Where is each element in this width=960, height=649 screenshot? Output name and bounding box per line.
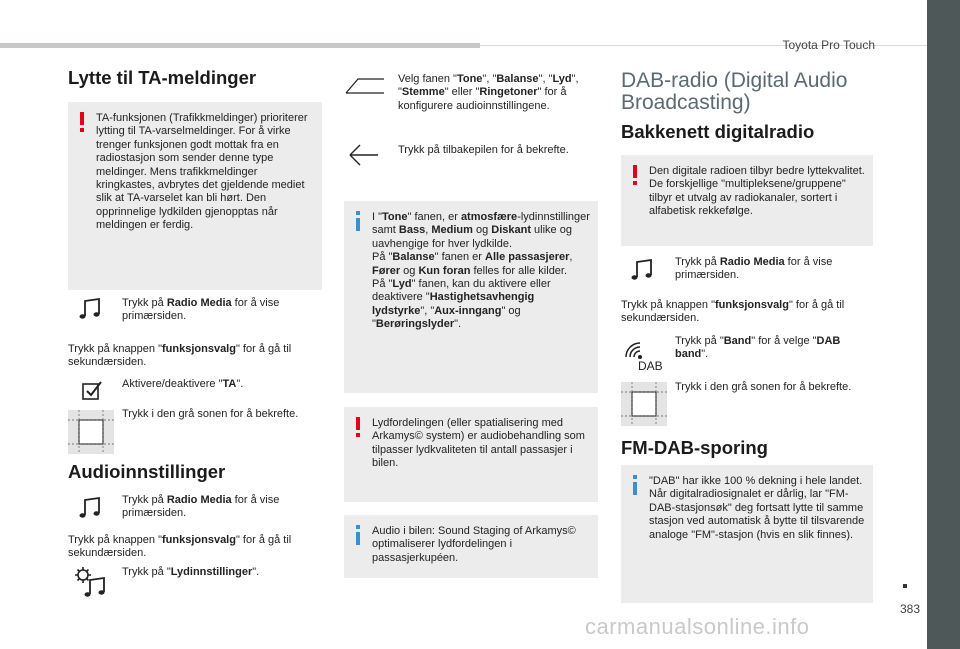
info-box-fmdab <box>621 465 873 603</box>
checkbox-icon <box>80 378 104 402</box>
dab-icon-label: DAB <box>638 359 663 373</box>
section-title-audio: Audioinnstillinger <box>68 461 226 482</box>
step-radio-media-2: Trykk på Radio Media for å vise primærsiden. <box>122 494 280 520</box>
warning-box-dab <box>621 155 873 246</box>
music-note-icon <box>76 297 104 321</box>
info-box-staging <box>344 515 598 578</box>
step-confirm-3: Trykk i den grå sonen for å bekrefte. <box>675 381 852 393</box>
step-confirm: Trykk i den grå sonen for å bekrefte. <box>122 408 299 420</box>
step-sound-settings: Trykk på "Lydinnstillinger". <box>122 566 260 578</box>
section-title-fmdab: FM-DAB-sporing <box>621 437 768 458</box>
warning-icon <box>352 417 364 437</box>
warning-box-ta <box>68 102 322 290</box>
warning-icon <box>76 112 88 132</box>
info-text-fmdab: "DAB" har ikke 100 % dekning i hele landet. Når digitalradiosignalet er dårlig, lar "FM-DAB-stasjonsøk" deg fortsatt lytte til samme stasjon ved automatisk å bytte til tilsvarende analoge "FM"-stasjon (hvis en slik finnes). <box>649 475 865 541</box>
step-band: Trykk på "Band" for å velge "DAB band". <box>675 335 841 361</box>
warning-icon <box>629 165 641 185</box>
chapter-tab-bar <box>927 0 960 649</box>
music-note-icon <box>76 496 104 520</box>
step-radio-media-3: Trykk på Radio Media for å vise primærsiden. <box>675 256 833 282</box>
music-note-icon <box>628 258 656 282</box>
back-arrow-icon <box>346 142 380 168</box>
step-options-2: Trykk på knappen "funksjonsvalg" for å gå til sekundærsiden. <box>68 534 292 560</box>
section-title-ta: Lytte til TA-meldinger <box>68 67 257 88</box>
top-rule <box>0 43 480 48</box>
end-mark <box>903 584 907 588</box>
grey-zone-icon <box>68 410 114 454</box>
page-number: 383 <box>899 602 920 616</box>
section-title-digital: Bakkenett digitalradio <box>621 121 815 142</box>
grey-zone-icon <box>621 382 667 426</box>
section-title-dab: DAB-radio (Digital Audio Broadcasting) <box>621 69 848 114</box>
step-radio-media: Trykk på Radio Media for å vise primærsiden. <box>122 297 280 323</box>
settings-music-icon <box>74 566 108 598</box>
slider-icon <box>344 76 386 96</box>
warning-box-arkamys <box>344 407 598 502</box>
warning-text: TA-funksjonen (Trafikkmeldinger) prioriterer lytting til TA-varselmeldinger. For å virke trenger funksjonen godt mottak fra en radiostasjon som sender denne type meldinger. Mens trafikkmeldinger kringkastes, avbrytes det gjeldende mediet slik at TA-varselet kan bli hørt. Den opprinnelige lydkilden gjenopptas når meldingen er ferdig. <box>96 112 308 232</box>
page-header: Toyota Pro Touch <box>782 38 875 52</box>
info-text-staging: Audio i bilen: Sound Staging of Arkamys© optimaliserer lydfordelingen i passasjerkupéen. <box>372 525 576 564</box>
info-icon <box>629 475 641 495</box>
info-icon <box>352 211 364 231</box>
watermark: carmanualsonline.info <box>585 614 810 639</box>
dab-radio-icon <box>622 335 666 375</box>
step-options: Trykk på knappen "funksjonsvalg" for å gå til sekundærsiden. <box>68 343 292 369</box>
info-box-tone <box>344 201 598 393</box>
step-ta-toggle: Aktivere/deaktivere "TA". <box>122 378 244 390</box>
info-text-tone: I "Tone" fanen, er atmosfære-lydinnstillinger samt Bass, Medium og Diskant ulike og uavhengige for hver lydkilde. På "Balanse" fanen er Alle passasjerer, Fører og Kun foran felles for alle kilder. På "Lyd" fanen, kan du aktivere eller deaktivere "Hastighetsavhengig lydstyrke", "Aux-inngang" og "Berøringslyder". <box>372 211 590 331</box>
warning-text-dab: Den digitale radioen tilbyr bedre lyttekvalitet. De forskjellige "multipleksene/gruppene" tilbyr et utvalg av radiokanaler, sortert i alfabetisk rekkefølge. <box>649 165 865 218</box>
step-back-confirm: Trykk på tilbakepilen for å bekrefte. <box>398 144 569 156</box>
step-options-3: Trykk på knappen "funksjonsvalg" for å gå til sekundærsiden. <box>621 299 845 325</box>
warning-text-arkamys: Lydfordelingen (eller spatialisering med Arkamys© system) er audiobehandling som tilpasser lydkvaliteten til antall passasjer i bilen. <box>372 417 585 470</box>
info-icon <box>352 525 364 545</box>
step-select-tab: Velg fanen "Tone", "Balanse", "Lyd", "Stemme" eller "Ringetoner" for å konfigurere audioinnstillingene. <box>398 73 579 112</box>
